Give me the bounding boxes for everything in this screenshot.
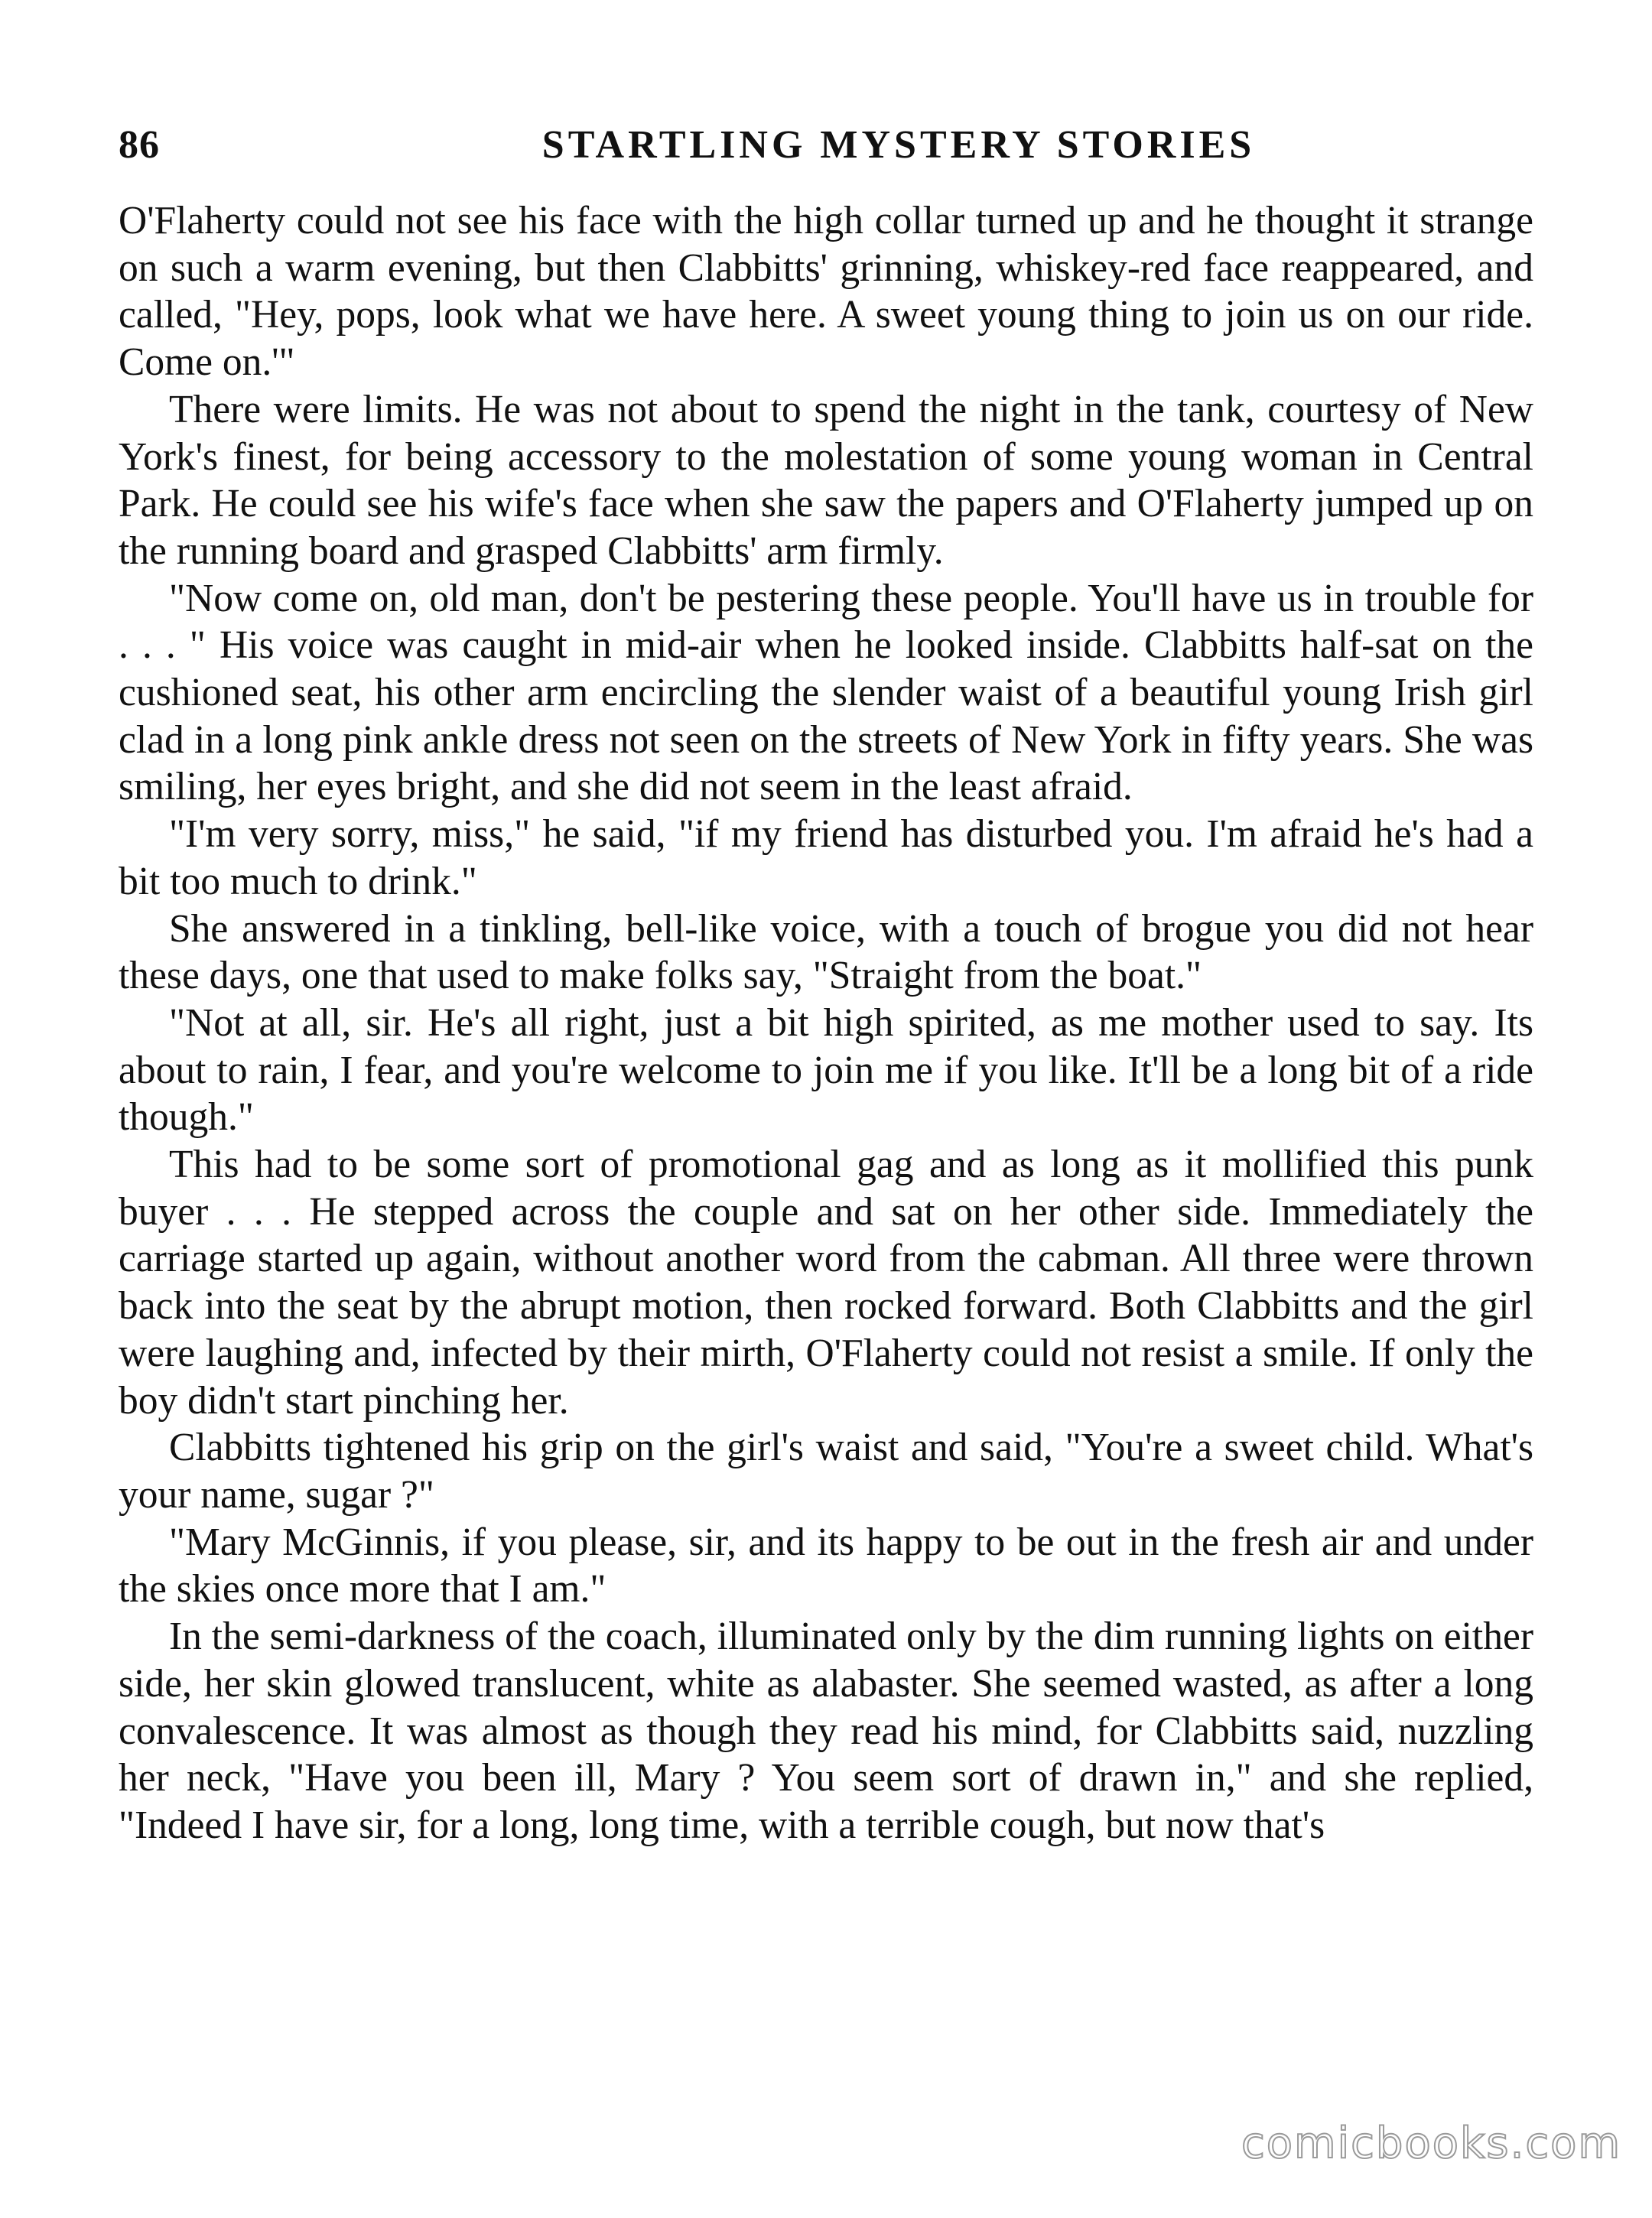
running-title: STARTLING MYSTERY STORIES	[541, 123, 1256, 167]
paragraph-3: "Now come on, old man, don't be pestering these people. You'll have us in trouble for . . . " His voice was caught in mid-air when he looked inside. Clabbitts half-sat on the cushioned seat, his other arm encircling the slender waist of a beautiful young Irish girl clad in a long pink ankle dress not seen on the streets of New York in fifty years. She was smiling, her eyes bright, and she did not seem in the least afraid.	[119, 576, 1533, 809]
watermark-logo: comicbooks.com	[1241, 2119, 1621, 2168]
paragraph-7: This had to be some sort of promotional gag and as long as it mollified this punk buyer . . . He stepped across the couple and sat on her other side. Immediately the carriage started up again, without another word from the cabman. All three were thrown back into the seat by the abrupt motion, then rocked forward. Both Clabbitts and the girl were laughing and, infected by their mirth, O'Flaherty could not resist a smile. If only the boy didn't start pinching her.	[119, 1143, 1533, 1423]
paragraph-5: She answered in a tinkling, bell-like voice, with a touch of brogue you did not hear these days, one that used to make folks say, "Straight from the boat."	[119, 906, 1533, 998]
paragraph-6: "Not at all, sir. He's all right, just a bit high spirited, as me mother used to say. Its about to rain, I fear, and you're welcome to join me if you like. It'll be a long bit of a ride though."	[119, 1000, 1533, 1140]
paragraph-10: In the semi-darkness of the coach, illuminated only by the dim running lights on either side, her skin glowed translucent, white as alabaster. She seemed wasted, as after a long convalescence. It was almost as though they read his mind, for Clabbitts said, nuzzling her neck, "Have you been ill, Mary ? You seem sort of drawn in," and she replied, "Indeed I have sir, for a long, long time, with a terrible cough, but now that's	[119, 1615, 1533, 1847]
paragraph-2: There were limits. He was not about to spend the night in the tank, courtesy of New York's finest, for being accessory to the molestation of some young woman in Central Park. He could see his wife's face when she saw the papers and O'Flaherty jumped up on the running board and grasped Clabbitts' arm firmly.	[119, 387, 1533, 573]
paragraph-4: "I'm very sorry, miss," he said, "if my friend has disturbed you. I'm afraid he's had a bit too much to drink."	[119, 812, 1533, 903]
paragraph-8: Clabbitts tightened his grip on the girl's waist and said, "You're a sweet child. What's your name, sugar ?"	[119, 1426, 1533, 1517]
story-text	[119, 197, 1533, 2155]
paragraph-9: "Mary McGinnis, if you please, sir, and its happy to be out in the fresh air and under the skies once more that I am."	[119, 1520, 1533, 1611]
paragraph-1: O'Flaherty could not see his face with the high collar turned up and he thought it strange on such a warm evening, but then Clabbitts' grinning, whiskey-red face reappeared, and called, "Hey, pops, look what we have here. A sweet young thing to join us on our ride. Come on.'"	[119, 199, 1533, 385]
page-header	[119, 122, 1541, 184]
page-number: 86	[119, 123, 160, 167]
